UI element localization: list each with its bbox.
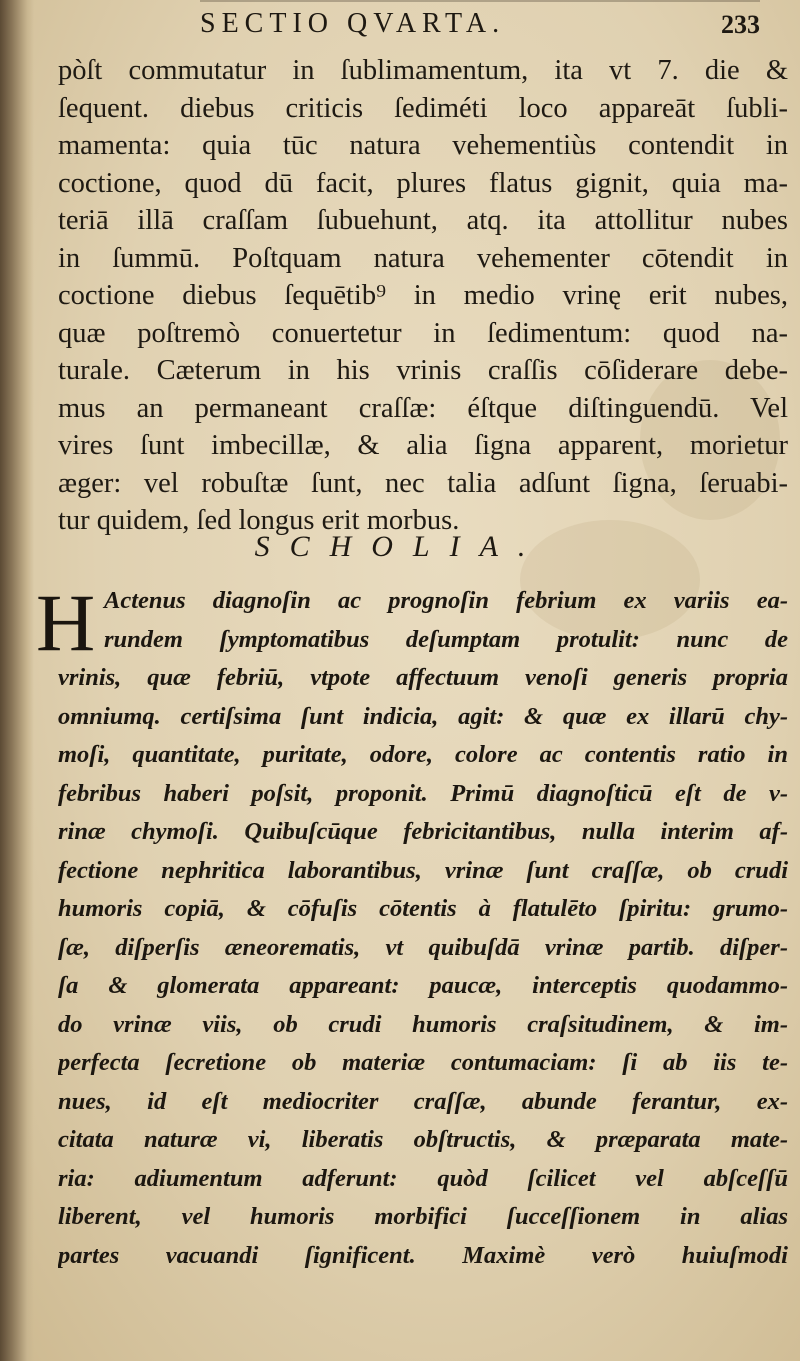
scholia-line: nues, id eſt mediocriter craſſæ, abunde ferantur, ex- <box>58 1087 788 1115</box>
text-line: æger: vel robuſtæ ſunt, nec talia adſunt ſigna, ſeruabi- <box>58 467 788 499</box>
text-line: turale. Cæterum in his vrinis craſſis cōſiderare debe- <box>58 355 788 386</box>
text-line: ſequent. diebus criticis ſediméti loco appareāt ſubli- <box>58 92 788 124</box>
scholia-line: febribus haberi poſsit, proponit. Primū diagnoſticū eſt de v- <box>58 779 788 807</box>
scholia-line: omniumq. certiſsima ſunt indicia, agit: & quæ ex illarū chy- <box>58 702 788 730</box>
text-line: pòſt commutatur in ſublimamentum, ita vt 7. die & <box>58 55 788 86</box>
text-line: vires ſunt imbecillæ, & alia ſigna apparent, morietur <box>58 430 788 461</box>
text-line: coctione diebus ſequētib⁹ in medio vrinę erit nubes, <box>58 280 788 311</box>
text-line: mamenta: quia tūc natura vehementiùs contendit in <box>58 130 788 161</box>
scholia-line: citata naturæ vi, liberatis obſtructis, & præparata mate- <box>58 1126 788 1153</box>
text-line: tur quidem, ſed longus erit morbus. <box>58 505 460 536</box>
text-line: mus an permaneant craſſæ: éſtque diſtinguendū. Vel <box>58 392 788 424</box>
scholia-line: humoris copiā, & cōfuſis cōtentis à flatulēto ſpiritu: grumo- <box>58 895 788 922</box>
scholia-text <box>36 577 788 1275</box>
section-title: SECTIO QVARTA. <box>200 8 506 39</box>
page-gutter <box>0 0 34 1361</box>
scholia-line: do vrinæ viis, ob crudi humoris craſsitudinem, & im- <box>58 1010 788 1038</box>
scholia-line: rinæ chymoſi. Quibuſcūque febricitantibus, nulla interim af- <box>58 818 788 845</box>
running-header <box>200 8 760 48</box>
drop-cap: H <box>36 577 96 668</box>
page-number: 233 <box>721 10 760 39</box>
scholia-line: ſa & glomerata appareant: paucæ, interceptis quodammo- <box>58 972 788 999</box>
scholia-line: ria: adiumentum adferunt: quòd ſcilicet vel abſceſſū <box>58 1164 788 1192</box>
scholia-heading: SCHOLIA. <box>254 530 546 563</box>
scholia-line: vrinis, quæ febriū, vtpote affectuum venoſi generis propria <box>58 664 788 691</box>
scholia-line: partes vacuandi ſignificent. Maximè verò huiuſmodi <box>58 1241 788 1269</box>
scholia-line: fectione nephritica laborantibus, vrinæ ſunt craſſæ, ob crudi <box>58 856 788 884</box>
scholia-line: moſi, quantitate, puritate, odore, colore ac contentis ratio in <box>58 741 788 768</box>
scholia-line: liberent, vel humoris morbifici ſucceſſionem in alias <box>58 1203 788 1230</box>
scholia-line: perfecta ſecretione ob materiæ contumaciam: ſi ab iis te- <box>58 1049 788 1076</box>
text-line: in ſummū. Poſtquam natura vehementer cōtendit in <box>58 242 788 274</box>
text-line: coctione, quod dū facit, plures flatus gignit, quia ma- <box>58 167 788 199</box>
scholia-line: rundem ſymptomatibus deſumptam protulit: nunc de <box>104 625 788 653</box>
top-rule <box>200 0 760 2</box>
text-line: teriā illā craſſam ſubuehunt, atq. ita attollitur nubes <box>58 205 788 236</box>
scholia-line: Actenus diagnoſin ac prognoſin febrium ex variis ea- <box>104 587 788 614</box>
main-text <box>58 52 788 540</box>
scholia-line: ſæ, diſperſis æneorematis, vt quibuſdā vrinæ partib. diſper- <box>58 933 788 961</box>
text-line: quæ poſtremò conuertetur in ſedimentum: quod na- <box>58 317 788 349</box>
